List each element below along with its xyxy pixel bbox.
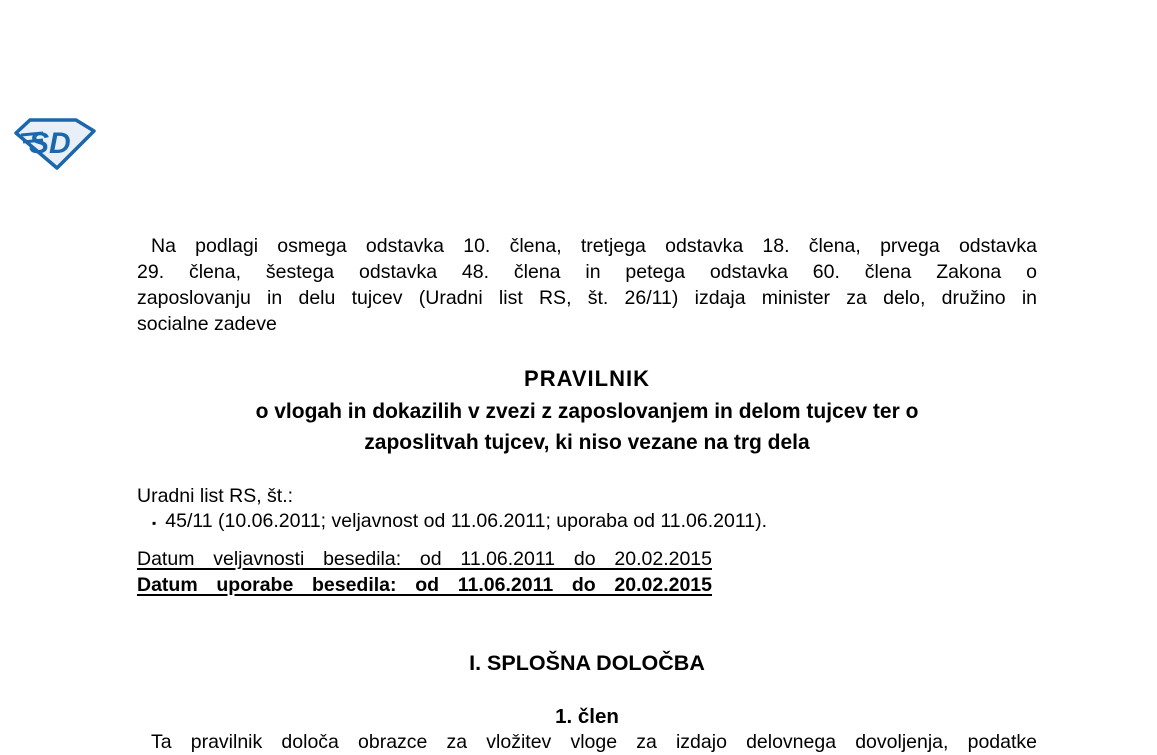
intro-line: 29. člena, šestega odstavka 48. člena in petega odstavka 60. člena Zakona o — [137, 261, 1037, 283]
gazette-item-text: 45/11 (10.06.2011; veljavnost od 11.06.2011; uporaba od 11.06.2011). — [165, 510, 767, 532]
intro-line: zaposlovanju in delu tujcev (Uradni list RS, št. 26/11) izdaja minister za delo, družino in — [137, 287, 1037, 309]
article-heading: 1. člen — [555, 705, 619, 728]
application-date-line: Datum uporabe besedila: od 11.06.2011 do 20.02.2015 — [137, 574, 712, 596]
validity-date-line: Datum veljavnosti besedila: od 11.06.2011 do 20.02.2015 — [137, 548, 712, 570]
gazette-label: Uradni list RS, št.: — [137, 485, 294, 507]
logo-letters: SD — [29, 127, 71, 160]
document-subtitle — [137, 397, 1037, 458]
sd-diamond-logo-graphic — [13, 116, 97, 170]
gazette-list-item — [137, 510, 1037, 536]
intro-line: socialne zadeve — [137, 313, 277, 335]
article-first-line: Ta pravilnik določa obrazce za vložitev vloge za izdajo delovnega dovoljenja, podatke — [151, 731, 1037, 753]
document-title: PRAVILNIK — [524, 366, 650, 391]
intro-line: Na podlagi osmega odstavka 10. člena, tretjega odstavka 18. člena, prvega odstavka — [151, 235, 1037, 257]
sd-diamond-logo — [13, 116, 97, 170]
document-subtitle-line: zaposlitvah tujcev, ki niso vezane na trg dela — [364, 430, 810, 454]
section-heading: I. SPLOŠNA DOLOČBA — [469, 651, 705, 675]
intro-paragraph — [137, 233, 1037, 337]
document-subtitle-line: o vlogah in dokazilih v zvezi z zaposlovanjem in delom tujcev ter o — [255, 400, 919, 423]
square-bullet-icon: ▪ — [152, 516, 157, 530]
